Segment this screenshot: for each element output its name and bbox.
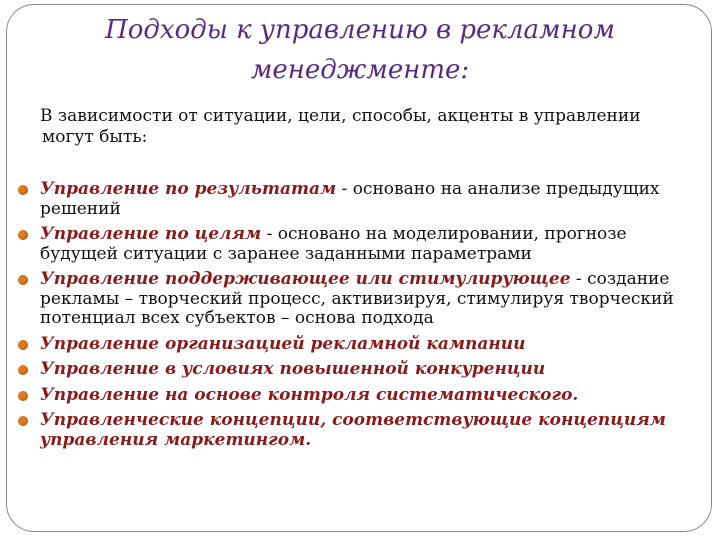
intro-text: [40, 106, 700, 148]
bullet-icon: [18, 185, 28, 195]
list-item: [14, 225, 704, 264]
item-description: - создание рекламы – творческий процесс, активизируя, стимулируя творческий потенциал всех субъектов – основа подхода: [40, 269, 674, 328]
list-item: [14, 270, 704, 329]
item-description: - основано на анализе предыдущих решений: [40, 179, 660, 219]
bullet-icon: [18, 230, 28, 240]
item-heading: Управление на основе контроля систематического.: [40, 384, 579, 405]
list-item: [14, 386, 704, 406]
list-item: [14, 411, 704, 450]
bullet-icon: [18, 275, 28, 285]
item-heading: Управление организацией рекламной кампании: [40, 333, 526, 354]
intro-line-1: В зависимости от ситуации, цели, способы, акценты в управлении: [40, 106, 641, 126]
bullet-icon: [18, 365, 28, 375]
item-heading: Управление по результатам: [40, 179, 337, 199]
approaches-list: [14, 180, 704, 456]
list-item: [14, 360, 704, 380]
list-item: [14, 180, 704, 219]
bullet-icon: [18, 416, 28, 426]
bullet-icon: [18, 340, 28, 350]
slide-title: [30, 10, 690, 90]
intro-line-2: могут быть:: [42, 127, 148, 147]
item-heading: Управленческие концепции, соответствующие концепциям управления маркетингом.: [40, 410, 666, 450]
item-description: - основано на моделировании, прогнозе будущей ситуации с заранее заданными параметрами: [40, 224, 627, 264]
item-heading: Управление по целям: [40, 224, 262, 244]
list-item: [14, 335, 704, 355]
title-line-2: менеджменте:: [250, 55, 470, 85]
title-line-1: Подходы к управлению в рекламном: [105, 15, 615, 45]
bullet-icon: [18, 391, 28, 401]
item-heading: Управление поддерживающее или стимулирующее: [40, 269, 571, 289]
item-heading: Управление в условиях повышенной конкуренции: [40, 359, 546, 379]
